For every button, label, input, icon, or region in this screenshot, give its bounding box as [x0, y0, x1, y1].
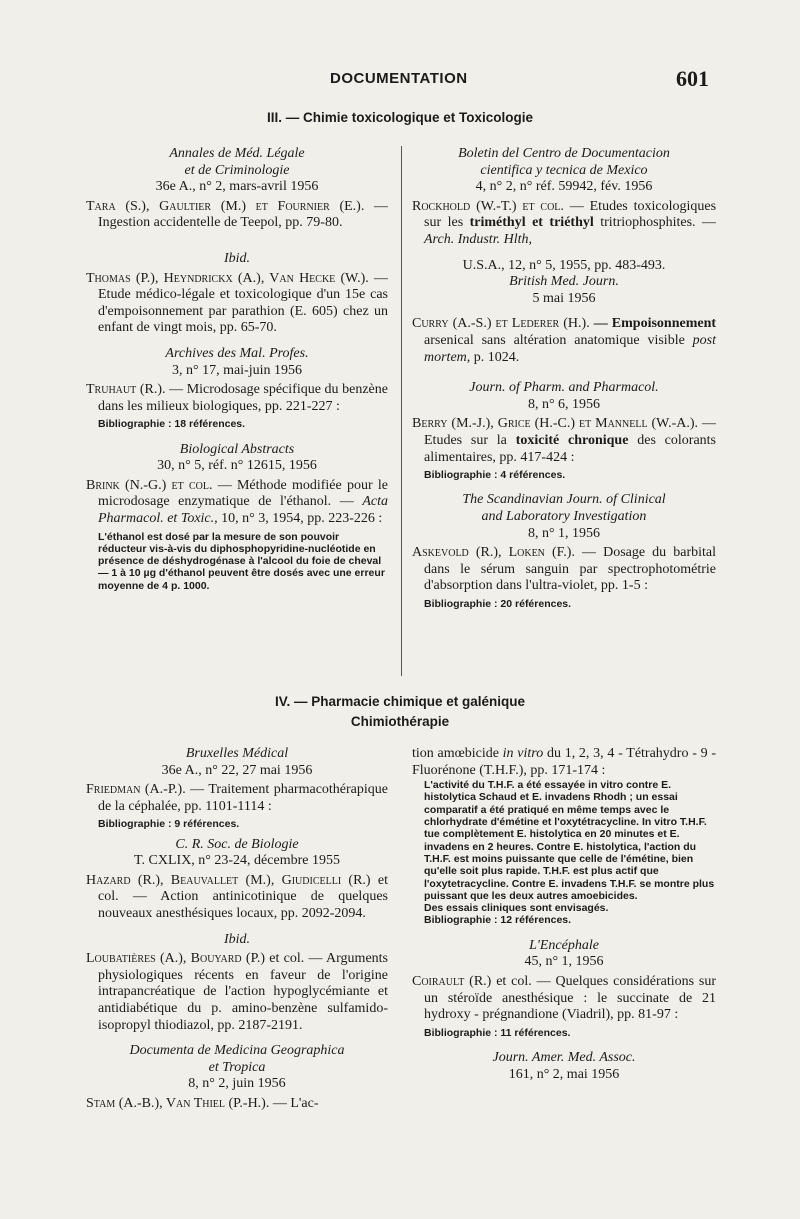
entry-text: — Dosage du barbital dans le sérum sanguin par spectrophotométrie d'absorption dans l'ultra-violet, pp. 1-5 : — [424, 545, 716, 594]
entry-authors: Curry (A.-S.) et Lederer (H.). — [412, 316, 590, 332]
entry-italic: post mortem, — [424, 332, 716, 365]
source-title: Biological Abstracts — [179, 441, 295, 457]
entry-note: Bibliographie : 4 références. — [424, 469, 566, 482]
bibliography-entry — [86, 199, 388, 232]
entry-authors: Thomas (P.), Heyndrickx (A.), Van Hecke (W.). — [86, 270, 369, 286]
section-title-iii: III. — Chimie toxicologique et Toxicologie — [266, 110, 534, 125]
bibliography-entry — [86, 271, 388, 337]
source-issue: 36e A., n° 22, 27 mai 1956 — [161, 762, 313, 778]
source-issue: T. CXLIX, n° 23-24, décembre 1955 — [134, 853, 340, 869]
column-divider — [401, 146, 402, 676]
entry-authors: Truhaut (R.). — [86, 382, 166, 398]
source-title: et Tropica — [208, 1059, 266, 1075]
entry-journal: Acta Pharmacol. et Toxic., — [98, 494, 389, 526]
entry-authors: Brink (N.-G.) et col. — [86, 477, 213, 493]
entry-text: tritriophosphites. — — [600, 215, 716, 231]
source-title: Annales de Méd. Légale — [169, 146, 305, 161]
entry-text: des colorants alimentaires, pp. 417-424 : — [424, 432, 717, 465]
entry-reference: U.S.A., 12, n° 5, 1955, pp. 483-493. — [462, 257, 666, 273]
entry-note: Des essais cliniques sont envisagés. — [424, 902, 609, 915]
source-title: and Laboratory Investigation — [481, 508, 647, 524]
source-issue: 4, n° 2, n° réf. 59942, fév. 1956 — [475, 179, 653, 195]
bibliography-entry — [86, 782, 388, 815]
entry-text: et col. — Quelques considérations sur un stéroïde anesthésique : le succinate de 21 hydroxy - prégnandione (Viadril), pp. 81-97 : — [424, 973, 717, 1023]
entry-authors: Coirault (R.) — [412, 973, 492, 989]
entry-authors: Askevold (R.), Loken (F.). — [412, 545, 575, 561]
bibliography-entry — [86, 951, 388, 1034]
source-title: cientifica y tecnica de Mexico — [480, 162, 648, 178]
page-number: 601 — [676, 66, 709, 91]
entry-reference: p. 1024. — [473, 349, 520, 365]
section-iv-left-column — [86, 746, 388, 1116]
entry-note: Bibliographie : 20 références. — [424, 597, 572, 610]
entry-note: Bibliographie : 11 références. — [424, 1026, 571, 1039]
entry-authors: Hazard (R.), Beauvallet (M.), Giudicelli (R.) — [86, 872, 371, 888]
source-title: Archives des Mal. Profes. — [165, 345, 309, 361]
bibliography-entry — [412, 199, 716, 249]
entry-text: — Microdosage spécifique du benzène dans les milieux biologiques, pp. 221-227 : — [98, 382, 388, 414]
bibliography-entry — [86, 478, 388, 528]
entry-note: Bibliographie : 18 références. — [98, 418, 246, 431]
bibliography-entry — [86, 1096, 388, 1113]
entry-authors: Tara (S.), Gaultier (M.) et Fournier (E.). — [86, 198, 365, 214]
entry-emphasis: toxicité chronique — [515, 432, 629, 448]
entry-text: — Etudes toxicologiques sur les — [424, 198, 717, 231]
source-issue: 8, n° 6, 1956 — [527, 396, 601, 412]
source-title: Documenta de Medicina Geographica — [129, 1043, 345, 1059]
source-title: C. R. Soc. de Biologie — [175, 836, 299, 852]
source-issue: 8, n° 2, juin 1956 — [188, 1076, 286, 1092]
entry-authors: Friedman (A.-P.). — [86, 782, 186, 798]
source-title: Journ. Amer. Med. Assoc. — [492, 1050, 636, 1066]
section-title-line: Chimiothérapie — [350, 714, 450, 729]
source-title: Journ. of Pharm. and Pharmacol. — [469, 380, 659, 396]
entry-text: — L'ac- — [272, 1095, 319, 1111]
entry-text: — Etudes sur la — [424, 416, 717, 448]
entry-emphasis: triméthyl et triéthyl — [469, 215, 594, 231]
section-title-line: IV. — Pharmacie chimique et galénique — [274, 694, 526, 709]
source-issue: 3, n° 17, mai-juin 1956 — [171, 362, 303, 378]
entry-authors: Rockhold (W.-T.) et col. — [412, 198, 564, 214]
entry-note: L'activité du T.H.F. a été essayée in vitro contre E. histolytica Schaud et E. invadens Rhodh ; un essai comparatif a été pratiqué en même temps avec le chlorhydrate d'émétine et l'oxytétracycline. In vitro T.H.F. tue complètement E. histolytica en 20 minutes et E. invadens en 2 heures. Contre E. histolytica, l'action du T.H.F. est moins puissante que celle de l'émétine, bien qu'elle soit plus rapide. T.H.F. est plus actif que l'oxytetracycline. Contre E. invadens T.H.F. se montre plus puissant que les deux autres amoebicides. — [424, 779, 715, 902]
source-issue: 5 mai 1956 — [532, 290, 596, 306]
entry-text: — Traitement pharmacothérapique de la céphalée, pp. 1101-1114 : — [98, 782, 388, 814]
section-title-iv — [0, 692, 800, 732]
source-title: Boletin del Centro de Documentacion — [458, 146, 670, 161]
entry-authors: Berry (M.-J.), Grice (H.-C.) et Mannell (W.-A.). — [412, 416, 699, 432]
source-title: Ibid. — [223, 931, 251, 947]
source-title: L'Encéphale — [529, 937, 599, 953]
entry-text: et col. — Arguments physiologiques récents en faveur de l'origine intrapancréatique de l'action hypoglycémiante et antidiabétique du p. amino-benzène sulfamido-isopropyl thiodiazol, pp. 2187-2191. — [98, 951, 389, 1033]
bibliography-entry — [412, 316, 716, 366]
bibliography-entry — [412, 545, 716, 595]
source-title: British Med. Journ. — [509, 274, 619, 290]
source-title: Bruxelles Médical — [185, 746, 289, 761]
entry-journal: Arch. Industr. Hlth, — [424, 231, 532, 247]
entry-text: arsenical sans altération anatomique visible — [424, 332, 685, 348]
source-title: Ibid. — [223, 250, 251, 266]
entry-authors: Loubatières (A.), Bouyard (P.) — [86, 951, 265, 967]
entry-text: tion amœbicide — [412, 746, 499, 761]
running-header — [0, 66, 800, 94]
section-iii-left-column — [86, 146, 388, 592]
source-title: The Scandinavian Journ. of Clinical — [462, 492, 666, 508]
entry-italic: in vitro — [502, 746, 544, 761]
source-issue: 161, n° 2, mai 1956 — [508, 1066, 620, 1082]
entry-emphasis: — Empoisonnement — [593, 316, 717, 332]
bibliography-entry — [86, 382, 388, 415]
entry-text: du 1, 2, 3, 4 - Tétrahydro - 9 - Fluorénone (T.H.F.), pp. 171-174 : — [412, 746, 716, 778]
bibliography-entry — [412, 416, 716, 466]
section-iv-right-column — [412, 746, 716, 1083]
section-iii-right-column — [412, 146, 716, 610]
running-title: DOCUMENTATION — [330, 70, 468, 87]
source-issue: 36e A., n° 2, mars-avril 1956 — [155, 179, 319, 195]
entry-authors: Stam (A.-B.), Van Thiel (P.-H.). — [86, 1095, 270, 1111]
entry-note: Bibliographie : 9 références. — [98, 818, 240, 831]
entry-note: Bibliographie : 12 références. — [424, 914, 572, 927]
source-issue: 45, n° 1, 1956 — [524, 954, 604, 970]
entry-text: —Ingestion accidentelle de Teepol, pp. 79-80. — [98, 198, 388, 231]
entry-text: et col. — Action antinicotinique de quelques nouveaux anesthésiques locaux, pp. 2092-2094. — [98, 872, 389, 922]
entry-text: — Méthode modifiée pour le microdosage enzymatique de l'éthanol. — — [98, 477, 388, 510]
entry-note: L'éthanol est dosé par la mesure de son pouvoir réducteur vis-à-vis du diphosphopyridine-nucléotide en présence de déshydrogénase à l'alcool du foie de cheval — 1 à 10 µg d'éthanol peuvent être dosés avec une erreur moyenne de 4 p. 1000. — [98, 530, 385, 592]
source-issue: 8, n° 1, 1956 — [527, 525, 601, 541]
source-title: et de Criminologie — [184, 162, 290, 178]
bibliography-entry — [412, 974, 716, 1024]
bibliography-entry — [86, 873, 388, 923]
entry-reference: 10, n° 3, 1954, pp. 223-226 : — [221, 510, 383, 526]
entry-text: — Etude médico-légale et toxicologique d'un 15e cas d'empoisonnement par parathion (E. 605) chez un enfant de vingt mois, pp. 65-70. — [98, 270, 389, 336]
bibliography-entry-continued — [412, 746, 716, 779]
source-issue: 30, n° 5, réf. n° 12615, 1956 — [157, 458, 317, 474]
